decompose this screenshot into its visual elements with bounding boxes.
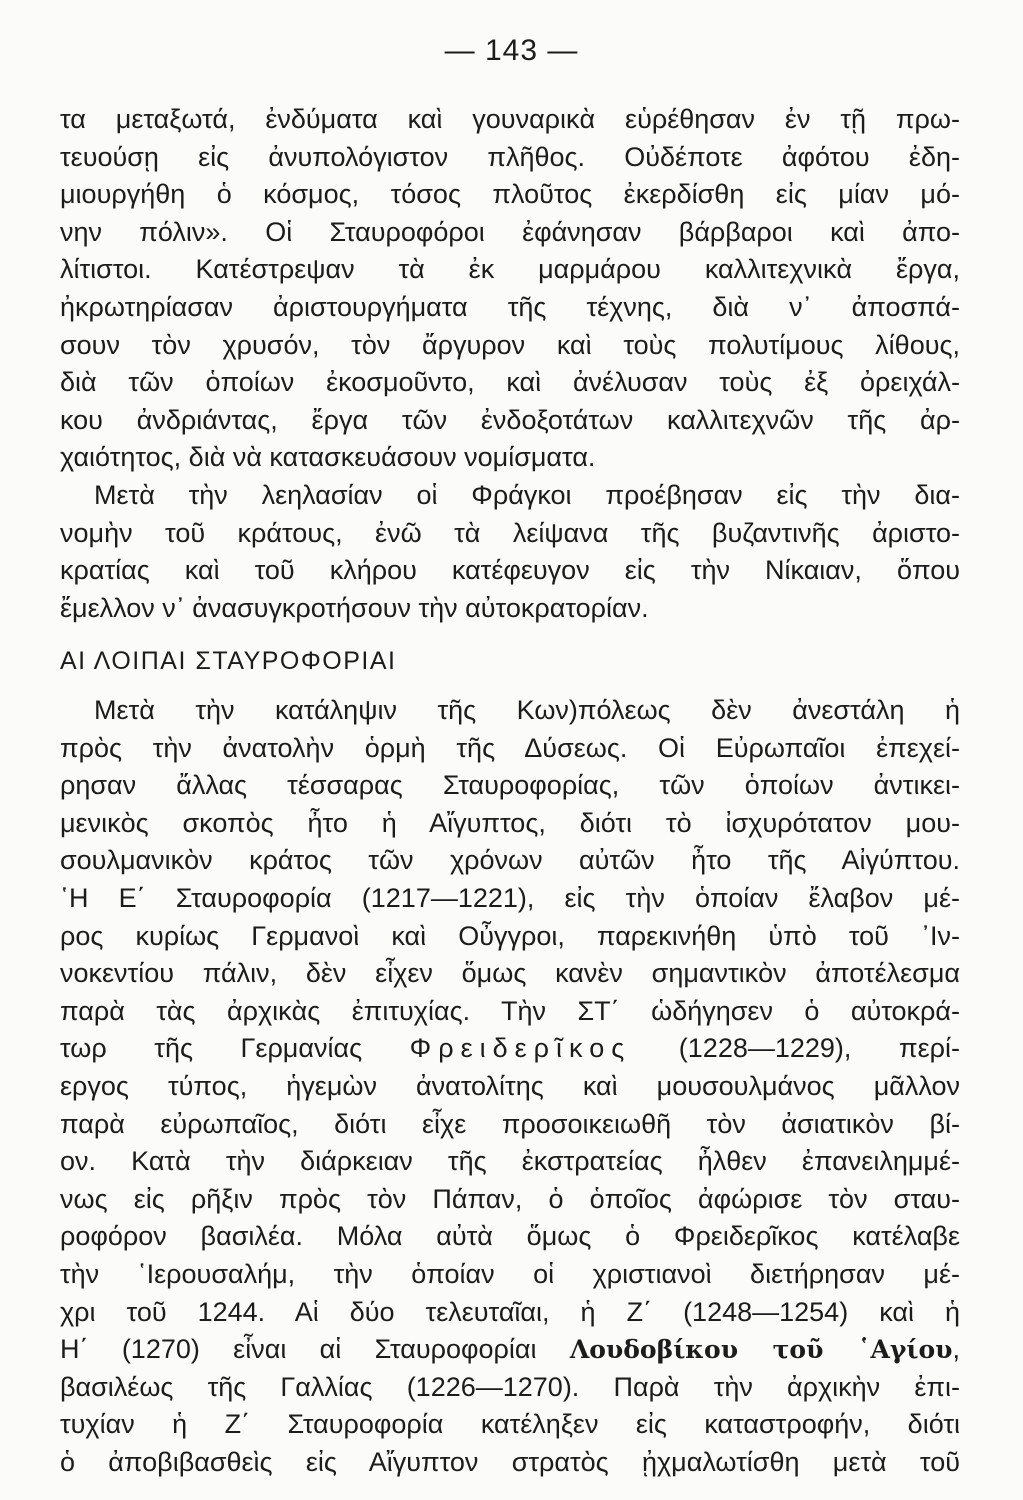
text-run: , [952, 1334, 961, 1365]
bold-name-louis: Λουδοβίκου τοῦ ῾Αγίου [569, 1335, 953, 1365]
text-line: ἠκρωτηρίασαν ἀριστουργήματα τῆς τέχνης, διὰ ν᾿ ἀποσπά- [60, 291, 960, 322]
paragraph-division [60, 477, 960, 627]
text-line: λίτιστοι. Κατέστρεψαν τὰ ἐκ μαρμάρου καλλιτεχνικὰ ἔργα, [60, 254, 960, 285]
page-number: — 143 — [444, 34, 579, 67]
text-line: μενικὸς σκοπὸς ἦτο ἡ Αἴγυπτος, διότι τὸ ἰσχυρότατον μου- [60, 807, 960, 838]
text-line: Μετὰ τὴν λεηλασίαν οἱ Φράγκοι προέβησαν εἰς τὴν δια- [94, 480, 960, 510]
text-line: ον. Κατὰ τὴν διάρκειαν τῆς ἐκστρατείας ἦλθεν ἐπανειλημμέ- [60, 1146, 960, 1177]
text-line-louis [60, 1331, 960, 1369]
text-line: σουν τὸν χρυσόν, τὸν ἄργυρον καὶ τοὺς πολυτίμους λίθους, [60, 329, 960, 360]
text-line: χρι τοῦ 1244. Αἱ δύο τελευταῖαι, ἡ Ζ΄ (1248—1254) καὶ ἡ [60, 1296, 960, 1327]
text-line: πρὸς τὴν ἀνατολὴν ὁρμὴ τῆς Δύσεως. Οἱ Εὐρωπαῖοι ἐπεχεί- [60, 732, 960, 763]
text-run: (1228—1229), περί- [631, 1033, 960, 1064]
text-line: νοκεντίου πάλιν, δὲν εἶχεν ὅμως κανὲν σημαντικὸν ἀποτέλεσμα [60, 958, 960, 989]
text-line: ἔμελλον ν᾿ ἀνασυγκροτήσουν τὴν αὐτοκρατορίαν. [60, 592, 649, 623]
text-line: εργος τύπος, ἡγεμὼν ἀνατολίτης καὶ μουσουλμάνος μᾶλλον [60, 1070, 960, 1101]
text-line: ροφόρον βασιλέα. Μόλα αὐτὰ ὅμως ὁ Φρειδερῖκος κατέλαβε [60, 1221, 960, 1252]
text-run: τωρ τῆς Γερμανίας [60, 1033, 410, 1064]
text-line: νην πόλιν». Οἱ Σταυροφόροι ἐφάνησαν βάρβαροι καὶ ἀπο- [60, 216, 960, 247]
text-line: Μετὰ τὴν κατάληψιν τῆς Κων)πόλεως δὲν ἀνεστάλη ἡ [94, 695, 960, 725]
text-line: ὁ ἀποβιβασθεὶς εἰς Αἴγυπτον στρατὸς ᾐχμαλωτίσθη μετὰ τοῦ [60, 1446, 960, 1477]
paragraph-looting [60, 101, 960, 477]
spaced-name-frederick: Φρειδερῖκος [409, 1033, 632, 1064]
text-line: τα μεταξωτά, ἐνδύματα καὶ γουναρικὰ εὑρέθησαν ἐν τῇ πρω- [60, 104, 960, 134]
text-line: μιουργήθη ὁ κόσμος, τόσος πλοῦτος ἐκερδίσθη εἰς μίαν μό- [60, 179, 960, 210]
text-line: διὰ τῶν ὁποίων ἐκοσμοῦντο, καὶ ἀνέλυσαν τοὺς ἐξ ὀρειχάλ- [60, 367, 960, 398]
text-line: τὴν ῾Ιερουσαλήμ, τὴν ὁποίαν οἱ χριστιανοὶ διετήρησαν μέ- [60, 1258, 960, 1289]
text-line: παρὰ τὰς ἀρχικὰς ἐπιτυχίας. Τὴν ΣΤ΄ ὡδήγησεν ὁ αὐτοκρά- [60, 995, 960, 1026]
text-line: νομὴν τοῦ κράτους, ἐνῶ τὰ λείψανα τῆς βυζαντινῆς ἀριστο- [60, 517, 960, 548]
text-line: ρησαν ἄλλας τέσσαρας Σταυροφορίας, τῶν ὁποίων ἀντικει- [60, 770, 960, 801]
text-line: ῾Η Ε΄ Σταυροφορία (1217—1221), εἰς τὴν ὁποίαν ἔλαβον μέ- [60, 882, 960, 913]
text-line-frederick [60, 1030, 960, 1068]
text-line: τυχίαν ἡ Ζ΄ Σταυροφορία κατέληξεν εἰς καταστροφήν, διότι [60, 1409, 960, 1440]
text-line: παρὰ εὐρωπαῖος, διότι εἶχε προσοικειωθῆ τὸν ἀσιατικὸν βί- [60, 1108, 960, 1139]
section-heading: ΑΙ ΛΟΙΠΑΙ ΣΤΑΥΡΟΦΟΡΙΑΙ [60, 647, 397, 675]
text-line: ρος κυρίως Γερμανοὶ καὶ Οὖγγροι, παρεκινήθη ὑπὸ τοῦ ᾿Ιν- [60, 920, 960, 951]
text-line: βασιλέως τῆς Γαλλίας (1226—1270). Παρὰ τὴν ἀρχικὴν ἐπι- [60, 1371, 960, 1402]
text-line: κου ἀνδριάντας, ἔργα τῶν ἐνδοξοτάτων καλλιτεχνῶν τῆς ἀρ- [60, 404, 960, 435]
paragraph-crusades [60, 692, 960, 1481]
text-line: κρατίας καὶ τοῦ κλήρου κατέφευγον εἰς τὴν Νίκαιαν, ὅπου [60, 555, 960, 586]
text-line: σουλμανικὸν κράτος τῶν χρόνων αὐτῶν ἦτο τῆς Αἰγύπτου. [60, 845, 960, 876]
text-run: Η΄ (1270) εἶναι αἱ Σταυροφορίαι [60, 1334, 570, 1365]
text-line: τευούσῃ εἰς ἀνυπολόγιστον πλῆθος. Οὐδέποτε ἀφότου ἐδη- [60, 141, 960, 172]
text-line: χαιότητος, διὰ νὰ κατασκευάσουν νομίσματα. [60, 442, 596, 473]
text-line: νως εἰς ρῆξιν πρὸς τὸν Πάπαν, ὁ ὁποῖος ἀφώρισε τὸν σταυ- [60, 1183, 960, 1214]
